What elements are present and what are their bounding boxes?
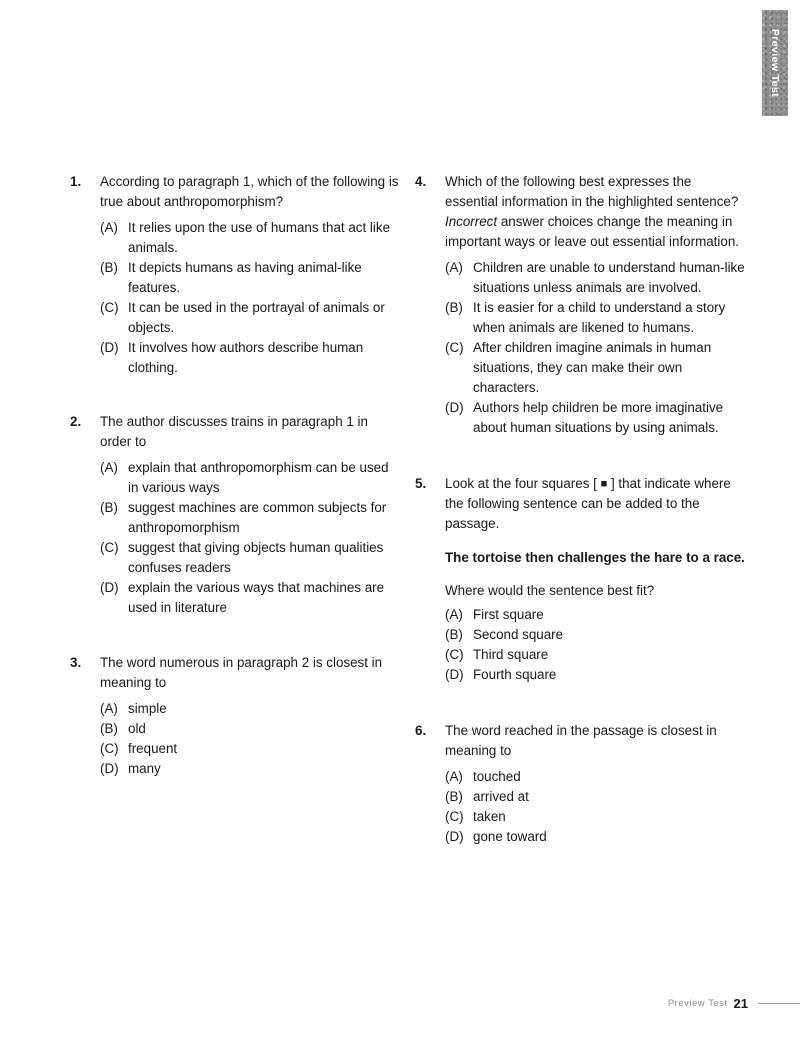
choice-letter: (B) — [100, 260, 118, 275]
choice-text: taken — [473, 809, 506, 824]
side-tab-label: Preview Test — [769, 28, 781, 98]
question-2-choice-c[interactable] — [100, 538, 400, 578]
choice-text: After children imagine animals in human situations, they can make their own characters. — [473, 340, 712, 395]
question-5-follow-up: Where would the sentence best fit? — [445, 583, 655, 598]
question-5 — [415, 474, 745, 685]
question-1-choices — [100, 218, 400, 378]
choice-letter: (C) — [100, 741, 119, 756]
question-3 — [70, 653, 400, 779]
question-5-choice-d[interactable] — [445, 665, 745, 685]
question-3-choices — [100, 699, 400, 779]
choice-letter: (C) — [100, 540, 119, 555]
choice-text: arrived at — [473, 789, 529, 804]
choice-letter: (C) — [445, 340, 464, 355]
choice-text: Children are unable to understand human-like situations unless animals are involved. — [473, 260, 745, 295]
question-1-choice-c[interactable] — [100, 298, 400, 338]
choice-text: Third square — [473, 647, 549, 662]
question-6-number: 6. — [415, 723, 427, 738]
choice-letter: (B) — [445, 789, 463, 804]
choice-letter: (D) — [100, 761, 119, 776]
choice-letter: (D) — [445, 400, 464, 415]
question-4-stem-part2: answer choices change the meaning in important ways or leave out essential information. — [445, 214, 739, 249]
question-4-choice-a[interactable] — [445, 258, 745, 298]
choice-letter: (A) — [445, 769, 463, 784]
choice-text: It can be used in the portrayal of animals or objects. — [128, 300, 385, 335]
choice-text: explain that anthropomorphism can be used in various ways — [128, 460, 389, 495]
choice-letter: (B) — [445, 300, 463, 315]
question-6-stem: The word reached in the passage is closest in meaning to — [445, 723, 717, 758]
question-3-choice-c[interactable] — [100, 739, 400, 759]
choice-letter: (D) — [445, 829, 464, 844]
footer-rule — [758, 1003, 800, 1004]
question-2-stem: The author discusses trains in paragraph 1 in order to — [100, 414, 368, 449]
choice-letter: (D) — [100, 580, 119, 595]
question-5-choices — [445, 605, 745, 685]
question-1-choice-b[interactable] — [100, 258, 400, 298]
choice-letter: (B) — [100, 500, 118, 515]
choice-letter: (C) — [445, 809, 464, 824]
question-6-choice-d[interactable] — [445, 827, 745, 847]
question-4-choice-d[interactable] — [445, 398, 745, 438]
choice-letter: (B) — [445, 627, 463, 642]
question-4-stem-emphasis: Incorrect — [445, 214, 498, 229]
choice-letter: (A) — [100, 460, 118, 475]
question-6-choice-b[interactable] — [445, 787, 745, 807]
question-3-number: 3. — [70, 655, 82, 670]
question-1 — [70, 172, 400, 378]
choice-text: suggest machines are common subjects for anthropomorphism — [128, 500, 387, 535]
question-6-choices — [445, 767, 745, 847]
question-5-choice-c[interactable] — [445, 645, 745, 665]
choice-letter: (A) — [100, 701, 118, 716]
choice-letter: (B) — [100, 721, 118, 736]
choice-text: It involves how authors describe human clothing. — [128, 340, 364, 375]
question-5-inserted-sentence: The tortoise then challenges the hare to a race. — [445, 550, 745, 565]
question-6-choice-a[interactable] — [445, 767, 745, 787]
choice-text: suggest that giving objects human qualities confuses readers — [128, 540, 384, 575]
filled-square-icon: ■ — [600, 478, 608, 490]
choice-letter: (D) — [100, 340, 119, 355]
choice-text: Second square — [473, 627, 564, 642]
question-5-number: 5. — [415, 476, 427, 491]
choice-text: simple — [128, 701, 167, 716]
question-2-choice-b[interactable] — [100, 498, 400, 538]
choice-text: gone toward — [473, 829, 547, 844]
choice-text: touched — [473, 769, 521, 784]
choice-text: First square — [473, 607, 544, 622]
question-2 — [70, 412, 400, 618]
question-3-stem: The word numerous in paragraph 2 is closest in meaning to — [100, 655, 383, 690]
choice-text: It is easier for a child to understand a story when animals are likened to humans. — [473, 300, 726, 335]
choice-text: Fourth square — [473, 667, 557, 682]
question-1-choice-d[interactable] — [100, 338, 400, 378]
question-5-stem-part2: ] that indicate where the following sentence can be added to the passage. — [445, 476, 731, 531]
question-4 — [415, 172, 745, 438]
choice-text: frequent — [128, 741, 178, 756]
question-4-number: 4. — [415, 174, 427, 189]
question-5-stem-part1: Look at the four squares [ — [445, 476, 601, 491]
question-5-choice-a[interactable] — [445, 605, 745, 625]
question-1-choice-a[interactable] — [100, 218, 400, 258]
choice-letter: (C) — [100, 300, 119, 315]
choice-text: explain the various ways that machines are used in literature — [128, 580, 385, 615]
question-4-choices — [445, 258, 745, 438]
question-4-choice-b[interactable] — [445, 298, 745, 338]
question-3-choice-b[interactable] — [100, 719, 400, 739]
question-3-choice-d[interactable] — [100, 759, 400, 779]
preview-test-side-tab — [762, 10, 788, 116]
question-5-choice-b[interactable] — [445, 625, 745, 645]
choice-letter: (A) — [100, 220, 118, 235]
choice-letter: (C) — [445, 647, 464, 662]
questions-column-left — [70, 172, 400, 779]
footer-label: Preview Test — [667, 998, 728, 1009]
choice-letter: (A) — [445, 607, 463, 622]
choice-text: Authors help children be more imaginative about human situations by using animals. — [473, 400, 724, 435]
footer-page-number: 21 — [733, 996, 748, 1011]
footer-content — [668, 996, 800, 1011]
question-2-choices — [100, 458, 400, 618]
question-6 — [415, 721, 745, 847]
question-3-choice-a[interactable] — [100, 699, 400, 719]
question-1-stem: According to paragraph 1, which of the following is true about anthropomorphism? — [100, 174, 399, 209]
question-2-number: 2. — [70, 414, 82, 429]
question-4-stem-part1: Which of the following best expresses the essential information in the highlighted sentence? — [445, 174, 739, 209]
questions-column-right — [415, 172, 745, 847]
choice-text: It depicts humans as having animal-like features. — [128, 260, 362, 295]
question-1-number: 1. — [70, 174, 82, 189]
question-2-choice-d[interactable] — [100, 578, 400, 618]
question-6-choice-c[interactable] — [445, 807, 745, 827]
question-5-stem — [445, 474, 745, 534]
question-4-choice-c[interactable] — [445, 338, 745, 398]
choice-letter: (D) — [445, 667, 464, 682]
page-footer — [0, 996, 800, 1016]
question-2-choice-a[interactable] — [100, 458, 400, 498]
choice-text: It relies upon the use of humans that act like animals. — [128, 220, 391, 255]
choice-text: many — [128, 761, 161, 776]
choice-letter: (A) — [445, 260, 463, 275]
question-4-stem — [445, 172, 745, 252]
choice-text: old — [128, 721, 146, 736]
